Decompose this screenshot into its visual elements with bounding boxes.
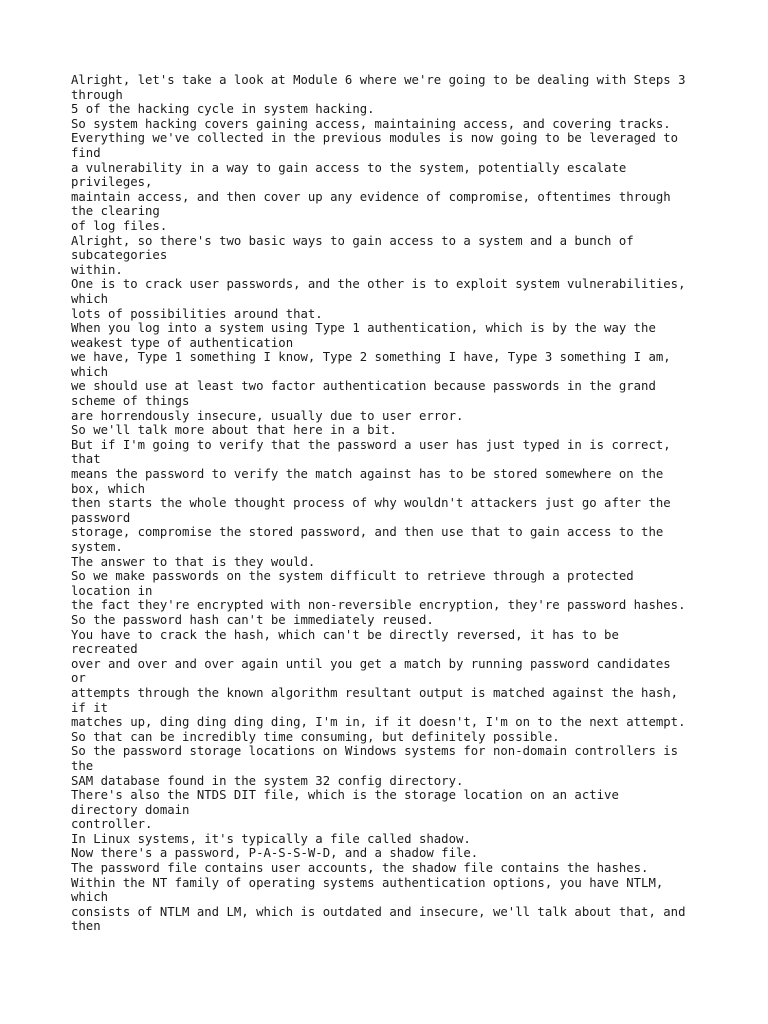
transcript-line: we should use at least two factor authentication because passwords in the grand [71,379,656,394]
transcript-line: So system hacking covers gaining access, maintaining access, and covering tracks. [71,116,671,131]
transcript-line: attempts through the known algorithm resultant output is matched against the hash, [71,685,679,700]
transcript-line: matches up, ding ding ding ding, I'm in, if it doesn't, I'm on to the next attempt. [71,715,686,730]
transcript-line: location in [71,583,153,598]
transcript-line: system. [71,540,123,554]
transcript-line: You have to crack the hash, which can't be directly reversed, it has to be [71,627,619,642]
transcript-line: which [71,364,109,379]
transcript-line: the [71,758,94,773]
transcript-line: controller. [71,817,153,832]
transcript-line: When you log into a system using Type 1 authentication, which is by the way the [71,321,656,336]
transcript-line: or [71,671,86,686]
transcript-line: consists of NTLM and LM, which is outdated and insecure, we'll talk about that, and [71,904,686,919]
transcript-line: One is to crack user passwords, and the other is to exploit system vulnerabilities, [71,277,686,292]
transcript-line: a vulnerability in a way to gain access to the system, potentially escalate [71,160,627,175]
transcript-line: then starts the whole thought process of why wouldn't attackers just go after the [71,496,671,511]
transcript-line: the clearing [71,204,160,219]
transcript-line: 5 of the hacking cycle in system hacking. [71,102,375,117]
transcript-line: subcategories [71,248,168,263]
transcript-line: which [71,890,109,905]
transcript-line: So the password hash can't be immediately reused. [71,612,434,627]
transcript-line: that [71,452,101,467]
transcript-line: directory domain [71,802,190,817]
transcript-line: scheme of things [71,394,190,409]
transcript-line: Now there's a password, P-A-S-S-W-D, and a shadow file. [71,846,479,861]
transcript-line: of log files. [71,218,168,233]
transcript-line: SAM database found in the system 32 config directory. [71,773,464,788]
transcript-line: Alright, so there's two basic ways to gain access to a system and a bunch of [71,233,634,248]
transcript-line: So we make passwords on the system difficult to retrieve through a protected [71,569,634,584]
transcript-line: recreated [71,642,138,657]
transcript-line: Everything we've collected in the previous modules is now going to be leveraged to [71,131,679,146]
transcript-line: find [71,145,101,160]
transcript-line: The password file contains user accounts, the shadow file contains the hashes. [71,861,649,876]
transcript-line: The answer to that is they would. [71,554,316,569]
transcript-line: privileges, [71,175,153,190]
transcript-line: storage, compromise the stored password, and then use that to gain access to the [71,525,664,540]
transcript-line: which [71,291,109,306]
transcript-line: So we'll talk more about that here in a bit. [71,423,397,438]
transcript-line: within. [71,262,123,277]
transcript-line: So the password storage locations on Windows systems for non-domain controllers is [71,744,679,759]
transcript-line: But if I'm going to verify that the password a user has just typed in is correct, [71,437,671,452]
transcript-line: means the password to verify the match against has to be stored somewhere on the [71,467,664,482]
transcript-line: lots of possibilities around that. [71,306,323,321]
transcript-line: the fact they're encrypted with non-reversible encryption, they're password hashes. [71,598,686,613]
transcript-line: weakest type of authentication [71,335,294,350]
transcript-line: maintain access, and then cover up any evidence of compromise, oftentimes through [71,189,671,204]
transcript-line: In Linux systems, it's typically a file called shadow. [71,831,471,846]
transcript-line: over and over and over again until you get a match by running password candidates [71,656,671,671]
transcript-line: box, which [71,481,146,496]
transcript-line: Within the NT family of operating systems authentication options, you have NTLM, [71,875,664,890]
transcript-line: through [71,87,123,102]
transcript-line: if it [71,700,109,715]
transcript-line: Alright, let's take a look at Module 6 where we're going to be dealing with Steps 3 [71,73,686,87]
transcript-line: then [71,919,101,934]
transcript-line: are horrendously insecure, usually due to user error. [71,408,464,423]
transcript-text [71,73,761,934]
transcript-line: So that can be incredibly time consuming, but definitely possible. [71,729,560,744]
transcript-line: There's also the NTDS DIT file, which is the storage location on an active [71,788,619,803]
transcript-line: we have, Type 1 something I know, Type 2 something I have, Type 3 something I am, [71,350,671,365]
transcript-line: password [71,510,131,525]
